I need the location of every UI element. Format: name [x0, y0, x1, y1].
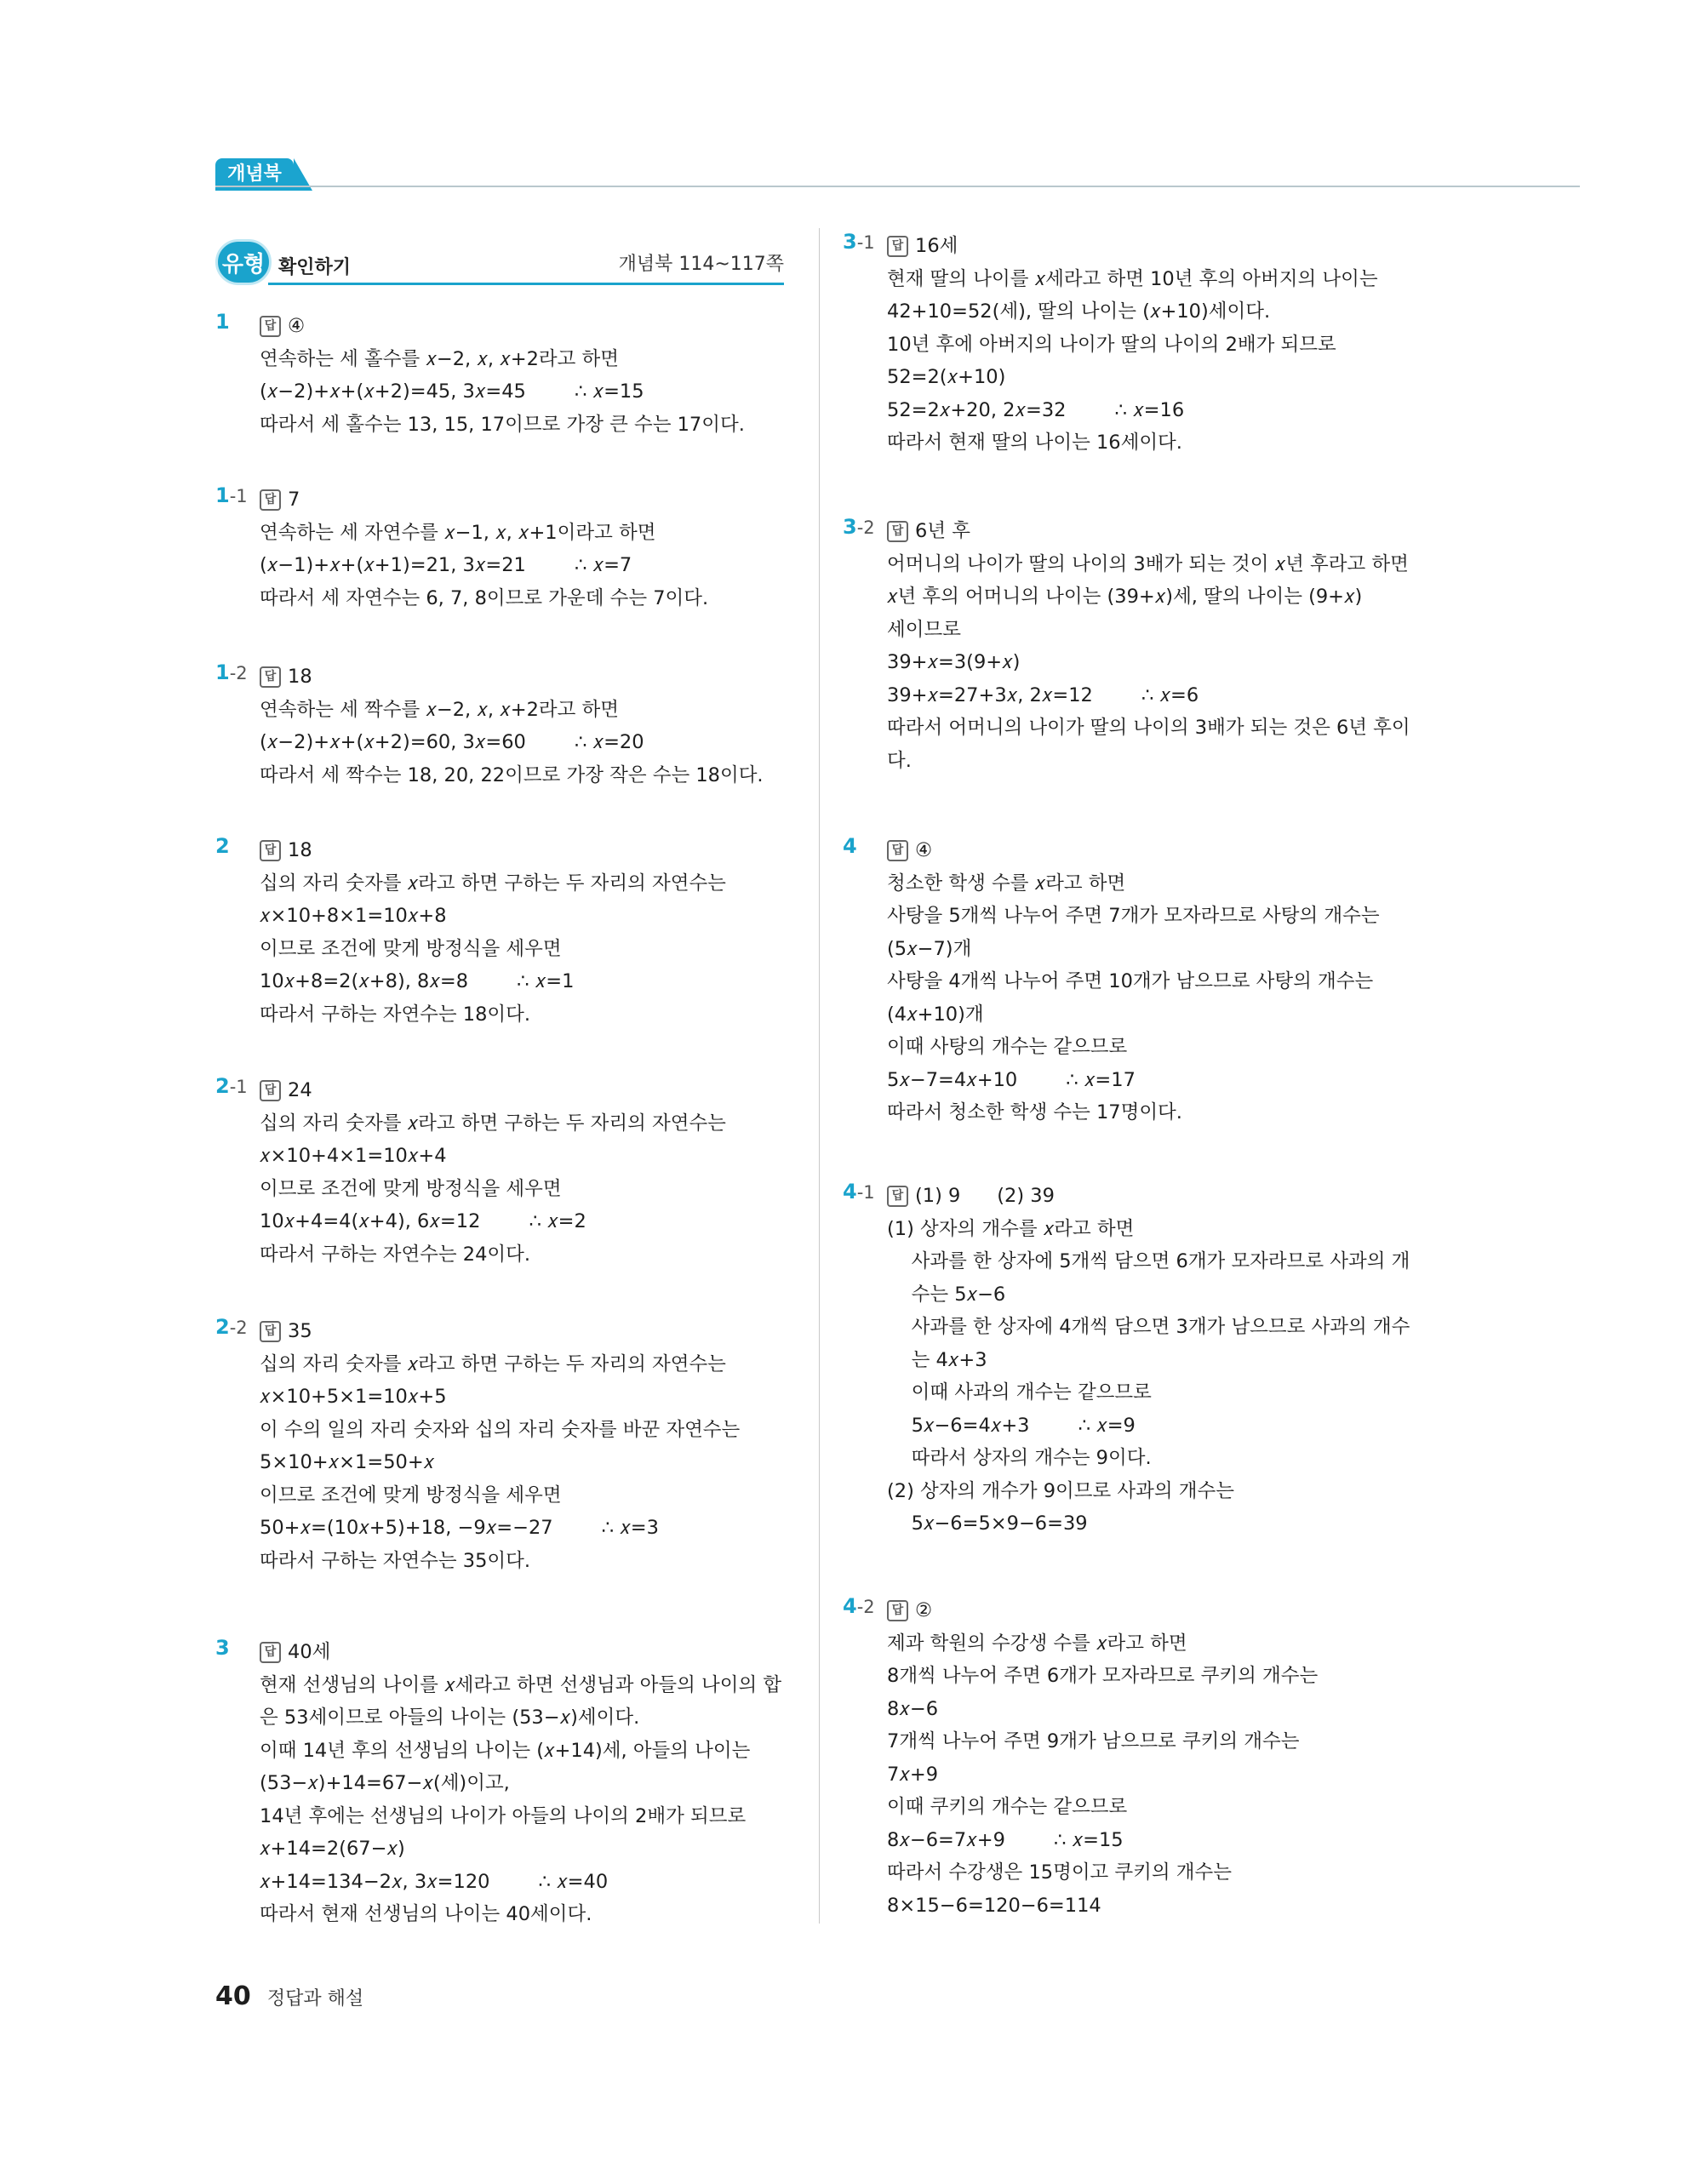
solution-line: 5𝑥−6=4𝑥+3 ∴ 𝑥=9 — [887, 1414, 1136, 1437]
answer-value: 18 — [288, 839, 312, 861]
problem-number-main: 2 — [215, 1074, 230, 1098]
solution-line: 따라서 현재 선생님의 나이는 40세이다. — [260, 1903, 592, 1925]
solution-line: (𝑥−1)+𝑥+(𝑥+1)=21, 3𝑥=21 ∴ 𝑥=7 — [260, 554, 632, 576]
answer-value: 7 — [288, 489, 300, 511]
problem-number-sub: -2 — [856, 517, 875, 538]
problem-number-sub: -1 — [229, 1077, 248, 1097]
solution-line: 따라서 청소한 학생 수는 17명이다. — [887, 1101, 1182, 1123]
solution-line: (53−𝑥)+14=67−𝑥(세)이고, — [260, 1772, 510, 1794]
solution-line: 따라서 구하는 자연수는 24이다. — [260, 1243, 531, 1266]
solution-line: (4𝑥+10)개 — [887, 1003, 984, 1026]
answer-line — [260, 310, 787, 343]
section-header — [215, 239, 784, 285]
solution-line: 이므로 조건에 맞게 방정식을 세우면 — [260, 1484, 562, 1507]
problem-number — [215, 660, 248, 684]
solution-line: 따라서 구하는 자연수는 18이다. — [260, 1003, 531, 1026]
solution-body — [260, 1636, 787, 1931]
answer-line — [260, 1315, 787, 1348]
solution-line: 따라서 현재 딸의 나이는 16세이다. — [887, 432, 1182, 454]
solution-body — [260, 660, 787, 792]
solution-line: 수는 5𝑥−6 — [887, 1283, 1006, 1306]
solution-body — [260, 310, 787, 441]
problem-number-main: 3 — [843, 515, 857, 539]
solution-line: 8×15−6=120−6=114 — [887, 1894, 1101, 1917]
answer-value: 6년 후 — [915, 520, 970, 542]
solution-line: 8𝑥−6=7𝑥+9 ∴ 𝑥=15 — [887, 1828, 1124, 1851]
answer-line — [887, 834, 1415, 867]
solution-line: 현재 딸의 나이를 𝑥세라고 하면 10년 후의 아버지의 나이는 — [887, 267, 1378, 290]
solution-line: 𝑥×10+4×1=10𝑥+4 — [260, 1145, 447, 1167]
problem-number — [215, 310, 230, 334]
answer-mark-icon: 답 — [260, 1080, 281, 1101]
problem-number-main: 2 — [215, 834, 230, 858]
solution-line: 50+𝑥=(10𝑥+5)+18, −9𝑥=−27 ∴ 𝑥=3 — [260, 1517, 659, 1539]
answer-mark-icon: 답 — [260, 1642, 281, 1663]
answer-value: 40세 — [288, 1641, 331, 1663]
solution-body — [887, 834, 1415, 1129]
solution-line: 청소한 학생 수를 𝑥라고 하면 — [887, 872, 1126, 895]
problem-number-main: 3 — [215, 1636, 230, 1660]
problem-number — [215, 1315, 248, 1339]
solution-line: 5𝑥−6=5×9−6=39 — [887, 1512, 1088, 1535]
problem-number-main: 2 — [215, 1315, 230, 1339]
answer-line — [887, 230, 1415, 263]
answer-line — [260, 834, 787, 867]
column-divider — [819, 228, 820, 1924]
problem-number-main: 4 — [843, 1594, 857, 1618]
solution-line: 14년 후에는 선생님의 나이가 아들의 나이의 2배가 되므로 — [260, 1804, 747, 1827]
solution-line: 7개씩 나누어 주면 9개가 남으므로 쿠키의 개수는 — [887, 1730, 1300, 1752]
solution-line: 어머니의 나이가 딸의 나이의 3배가 되는 것이 𝑥년 후라고 하면 — [887, 552, 1409, 575]
solution-line: 39+𝑥=27+3𝑥, 2𝑥=12 ∴ 𝑥=6 — [887, 683, 1199, 706]
problem-number — [843, 230, 875, 254]
solution-line: 10𝑥+4=4(𝑥+4), 6𝑥=12 ∴ 𝑥=2 — [260, 1210, 586, 1232]
solution-line: 5𝑥−7=4𝑥+10 ∴ 𝑥=17 — [887, 1068, 1136, 1091]
solution-line: 따라서 어머니의 나이가 딸의 나이의 3배가 되는 것은 6년 후이 — [887, 717, 1410, 739]
answer-line — [260, 1074, 787, 1107]
answer-line — [260, 660, 787, 694]
solution-line: 𝑥×10+8×1=10𝑥+8 — [260, 905, 447, 927]
solution-line: (𝑥−2)+𝑥+(𝑥+2)=60, 3𝑥=60 ∴ 𝑥=20 — [260, 731, 644, 753]
footer-label: 정답과 해설 — [266, 1988, 364, 2010]
problem-number — [843, 1594, 875, 1618]
answer-mark-icon: 답 — [260, 666, 281, 688]
solution-line: 현재 선생님의 나이를 𝑥세라고 하면 선생님과 아들의 나이의 합 — [260, 1673, 782, 1696]
solution-body — [887, 515, 1415, 777]
answer-mark-icon: 답 — [260, 489, 281, 511]
solution-line: 이때 쿠키의 개수는 같으므로 — [887, 1796, 1128, 1818]
solution-line: (1) 상자의 개수를 𝑥라고 하면 — [887, 1217, 1135, 1240]
solution-line: 따라서 수강생은 15명이고 쿠키의 개수는 — [887, 1861, 1232, 1884]
solution-line: 이때 사탕의 개수는 같으므로 — [887, 1036, 1128, 1058]
solution-line: 𝑥년 후의 어머니의 나이는 (39+𝑥)세, 딸의 나이는 (9+𝑥) — [887, 586, 1363, 608]
solution-line: 따라서 세 홀수는 13, 15, 17이므로 가장 큰 수는 17이다. — [260, 413, 745, 436]
solution-line: 10𝑥+8=2(𝑥+8), 8𝑥=8 ∴ 𝑥=1 — [260, 970, 575, 992]
solution-line: 십의 자리 숫자를 𝑥라고 하면 구하는 두 자리의 자연수는 — [260, 872, 726, 895]
answer-line — [260, 1636, 787, 1669]
answer-line — [887, 515, 1415, 548]
section-page-ref: 개념북 114~117쪽 — [618, 254, 784, 275]
solution-line: 5×10+𝑥×1=50+𝑥 — [260, 1451, 435, 1473]
solution-line: 연속하는 세 홀수를 𝑥−2, 𝑥, 𝑥+2라고 하면 — [260, 347, 619, 370]
page-footer — [215, 1981, 363, 2011]
problem-number — [215, 1074, 248, 1098]
answer-line — [260, 483, 787, 517]
solution-line: 십의 자리 숫자를 𝑥라고 하면 구하는 두 자리의 자연수는 — [260, 1352, 726, 1375]
solution-line: 8개씩 나누어 주면 6개가 모자라므로 쿠키의 개수는 — [887, 1665, 1319, 1687]
answer-mark-icon: 답 — [260, 840, 281, 861]
problem-number-main: 1 — [215, 310, 230, 334]
solution-line: 8𝑥−6 — [887, 1697, 939, 1720]
answer-value: 24 — [288, 1079, 312, 1101]
solution-line: 따라서 구하는 자연수는 35이다. — [260, 1549, 531, 1572]
solution-line: 사과를 한 상자에 5개씩 담으면 6개가 모자라므로 사과의 개 — [887, 1250, 1410, 1272]
problem-number-sub: -1 — [856, 1182, 875, 1203]
answer-value: ④ — [288, 315, 306, 337]
problem-number-sub: -1 — [229, 486, 248, 506]
answer-line — [887, 1180, 1415, 1213]
solution-line: 따라서 상자의 개수는 9이다. — [887, 1447, 1152, 1469]
problem-number — [215, 1636, 230, 1660]
problem-number-sub: -2 — [229, 1318, 248, 1338]
solution-line: 이 수의 일의 자리 숫자와 십의 자리 숫자를 바꾼 자연수는 — [260, 1418, 741, 1441]
problem-number-main: 4 — [843, 834, 857, 858]
solution-line: (2) 상자의 개수가 9이므로 사과의 개수는 — [887, 1479, 1234, 1502]
solution-line: 따라서 세 짝수는 18, 20, 22이므로 가장 작은 수는 18이다. — [260, 763, 764, 786]
solution-line: 다. — [887, 749, 912, 772]
page-number: 40 — [215, 1981, 251, 2011]
solution-line: 사과를 한 상자에 4개씩 담으면 3개가 남으므로 사과의 개수 — [887, 1316, 1410, 1338]
solution-line: 제과 학원의 수강생 수를 𝑥라고 하면 — [887, 1632, 1187, 1655]
header-rule — [215, 186, 1580, 187]
problem-number-main: 1 — [215, 483, 230, 507]
answer-value: (1) 9 (2) 39 — [915, 1185, 1055, 1207]
solution-line: 39+𝑥=3(9+𝑥) — [887, 651, 1021, 673]
solution-line: 42+10=52(세), 딸의 나이는 (𝑥+10)세이다. — [887, 300, 1271, 323]
solution-line: (𝑥−2)+𝑥+(𝑥+2)=45, 3𝑥=45 ∴ 𝑥=15 — [260, 380, 644, 403]
answer-line — [887, 1594, 1415, 1627]
problem-number — [215, 834, 230, 858]
concept-book-tab: 개념북 — [215, 158, 294, 191]
section-underline — [268, 283, 784, 285]
solution-line: 는 4𝑥+3 — [887, 1348, 987, 1371]
problem-number — [843, 515, 875, 539]
problem-number-main: 4 — [843, 1180, 857, 1203]
answer-mark-icon: 답 — [887, 1186, 908, 1207]
problem-number — [843, 834, 857, 858]
solution-line: 이므로 조건에 맞게 방정식을 세우면 — [260, 937, 562, 960]
solution-body — [887, 230, 1415, 460]
solution-line: 𝑥×10+5×1=10𝑥+5 — [260, 1386, 447, 1408]
problem-number — [215, 483, 248, 507]
solution-line: 연속하는 세 자연수를 𝑥−1, 𝑥, 𝑥+1이라고 하면 — [260, 521, 656, 544]
answer-value: 18 — [288, 666, 312, 688]
solution-line: 세이므로 — [887, 618, 961, 641]
problem-number-main: 3 — [843, 230, 857, 254]
solution-body — [887, 1594, 1415, 1922]
problem-number-sub: -1 — [856, 232, 875, 253]
answer-mark-icon: 답 — [887, 840, 908, 861]
solution-line: 사탕을 5개씩 나누어 주면 7개가 모자라므로 사탕의 개수는 — [887, 905, 1380, 927]
solution-line: 52=2(𝑥+10) — [887, 366, 1006, 388]
answer-value: ④ — [915, 839, 933, 861]
solution-line: 𝑥+14=134−2𝑥, 3𝑥=120 ∴ 𝑥=40 — [260, 1870, 609, 1893]
answer-mark-icon: 답 — [260, 1321, 281, 1342]
answer-value: ② — [915, 1599, 933, 1621]
problem-number-main: 1 — [215, 660, 230, 684]
problem-number-sub: -2 — [229, 663, 248, 683]
solution-body — [260, 1074, 787, 1271]
problem-number-sub: -2 — [856, 1597, 875, 1617]
solution-line: 이므로 조건에 맞게 방정식을 세우면 — [260, 1177, 562, 1200]
solution-body — [260, 834, 787, 1031]
solution-line: (5𝑥−7)개 — [887, 937, 972, 960]
answer-mark-icon: 답 — [887, 1600, 908, 1621]
type-badge: 유형 — [215, 239, 272, 285]
solution-line: 따라서 세 자연수는 6, 7, 8이므로 가운데 수는 7이다. — [260, 586, 709, 609]
solution-line: 이때 14년 후의 선생님의 나이는 (𝑥+14)세, 아들의 나이는 — [260, 1739, 751, 1762]
solution-line: 𝑥+14=2(67−𝑥) — [260, 1838, 405, 1860]
solution-body — [260, 1315, 787, 1577]
answer-mark-icon: 답 — [260, 316, 281, 337]
solution-body — [887, 1180, 1415, 1541]
solution-line: 연속하는 세 짝수를 𝑥−2, 𝑥, 𝑥+2라고 하면 — [260, 698, 619, 721]
answer-mark-icon: 답 — [887, 236, 908, 257]
problem-number — [843, 1180, 875, 1203]
solution-line: 7𝑥+9 — [887, 1763, 939, 1786]
solution-line: 10년 후에 아버지의 나이가 딸의 나이의 2배가 되므로 — [887, 333, 1336, 356]
answer-value: 16세 — [915, 235, 958, 257]
solution-line: 사탕을 4개씩 나누어 주면 10개가 남으므로 사탕의 개수는 — [887, 970, 1374, 992]
section-title: 확인하기 — [278, 257, 352, 278]
answer-value: 35 — [288, 1320, 312, 1342]
solution-body — [260, 483, 787, 615]
solution-line: 이때 사과의 개수는 같으므로 — [887, 1381, 1152, 1404]
solution-line: 은 53세이므로 아들의 나이는 (53−𝑥)세이다. — [260, 1707, 640, 1729]
answer-mark-icon: 답 — [887, 521, 908, 542]
solution-line: 십의 자리 숫자를 𝑥라고 하면 구하는 두 자리의 자연수는 — [260, 1112, 726, 1135]
solution-line: 52=2𝑥+20, 2𝑥=32 ∴ 𝑥=16 — [887, 398, 1185, 421]
